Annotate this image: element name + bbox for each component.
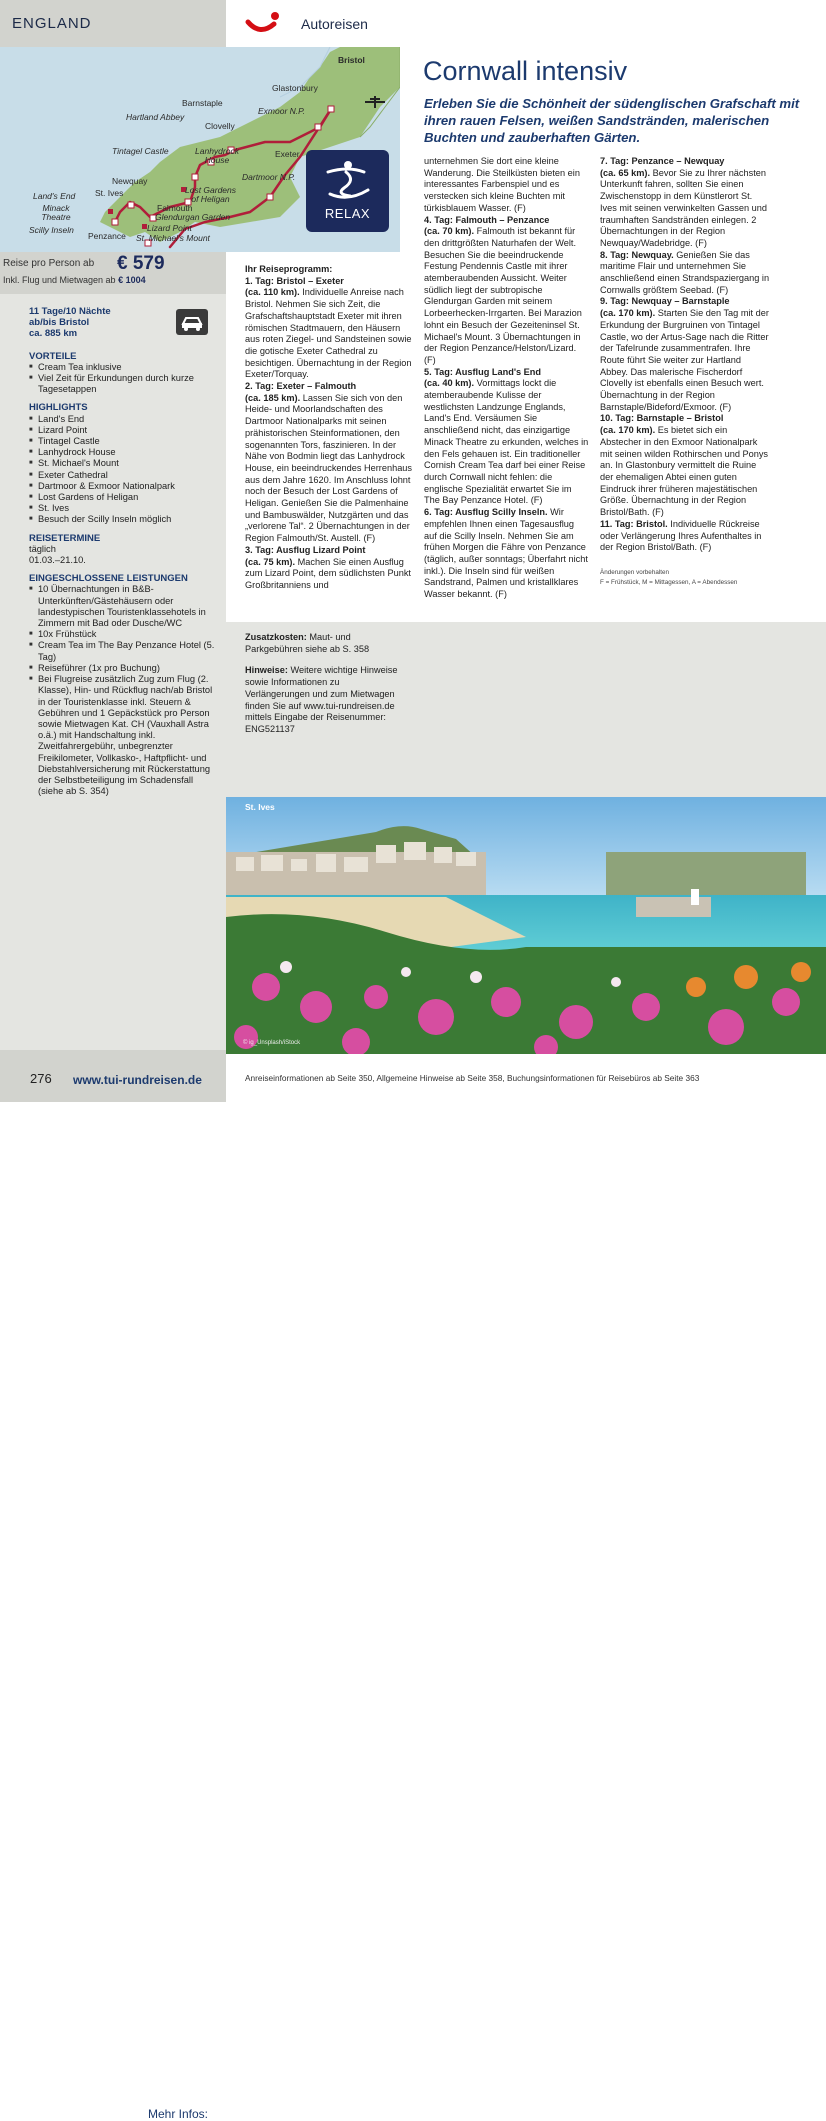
program-day-title: 4. Tag: Falmouth – Penzance bbox=[424, 214, 550, 225]
zusatz-text: Maut- und Parkgebühren siehe ab S. 358 bbox=[245, 632, 370, 654]
list-item: ■ Dartmoor & Exmoor Nationalpark bbox=[29, 481, 219, 492]
list-item: ■ Viel Zeit für Erkundungen durch kurze Tagesetappen bbox=[29, 373, 219, 395]
map-label: Lost Gardens of Heligan bbox=[184, 185, 237, 204]
list-item: ■ Besuch der Scilly Inseln möglich bbox=[29, 514, 219, 525]
leistungen-list bbox=[29, 584, 219, 797]
termine-line2: 01.03.–21.10. bbox=[29, 555, 86, 566]
program-day-km: (ca. 170 km). bbox=[600, 308, 656, 319]
program-day-title: 9. Tag: Newquay – Barnstaple bbox=[600, 296, 730, 307]
zusatz-info bbox=[245, 632, 405, 736]
trip-distance: ca. 885 km bbox=[29, 328, 78, 340]
program-day-text: Starten Sie den Tag mit der Erkundung der Burgruinen von Tintagel Castle, wo der Artus-Sage nach die Ritter der Tafelrunde zusammentrafen. Ihre Route führt Sie weiter zur Hartland Abbey. Das malerische Fischerdorf Clovelly ist ebenfalls einen Besuch wert. Übernachtung in der Region Barnstaple/Bideford/Exmoor. (F) bbox=[600, 308, 769, 412]
list-item: ■ St. Michael's Mount bbox=[29, 458, 219, 469]
relax-label: RELAX bbox=[324, 206, 371, 221]
price-prefix: Reise pro Person ab bbox=[3, 258, 95, 269]
list-item: ■ Exeter Cathedral bbox=[29, 470, 219, 481]
program-day-title: 5. Tag: Ausflug Land's End bbox=[424, 366, 542, 377]
st-ives-photo bbox=[226, 797, 826, 1054]
harbor-image bbox=[226, 797, 826, 1054]
region-bar bbox=[0, 0, 226, 47]
list-item: ■ 10 Übernachtungen in B&B-Unterkünften/Gästehäusern oder landestypischen Touristenklassehotels in Zimmern mit Bad oder Dusche/WC bbox=[29, 584, 219, 629]
page-title: Cornwall intensiv bbox=[423, 56, 628, 86]
map-label: Hartland Abbey bbox=[126, 112, 185, 122]
footer-info: Anreiseinformationen ab Seite 350, Allgemeine Hinweise ab Seite 358, Buchungsinformationen für Reisebüros ab Seite 363 bbox=[245, 1073, 700, 1083]
vorteile-list bbox=[29, 362, 219, 396]
map-label: Tintagel Castle bbox=[112, 146, 169, 156]
list-item: ■ Cream Tea im The Bay Penzance Hotel (5. Tag) bbox=[29, 640, 219, 662]
list-item: ■ 10x Frühstück bbox=[29, 629, 219, 640]
program-day-km: (ca. 170 km). bbox=[600, 425, 656, 436]
map-label: Newquay bbox=[112, 176, 148, 186]
list-item: ■ Lizard Point bbox=[29, 425, 219, 436]
program-day-title: 8. Tag: Newquay. bbox=[600, 249, 674, 260]
program-day-text: unternehmen Sie dort eine kleine Wanderung. Die Steilküsten bieten ein interessantes Farbenspiel und es verstecken sich kleine Buchten mit türkisblauem Wasser. (F) bbox=[424, 156, 580, 213]
list-item: ■ Reiseführer (1x pro Buchung) bbox=[29, 663, 219, 674]
map-label: Barnstaple bbox=[182, 98, 223, 108]
map-label: Lanhydrock House bbox=[195, 146, 239, 165]
price-value: € 579 bbox=[117, 253, 165, 274]
map-label: Glendurgan Garden bbox=[155, 212, 231, 222]
program-legend: F = Frühstück, M = Mittagessen, A = Abendessen bbox=[600, 578, 738, 586]
list-item: ■ Land's End bbox=[29, 414, 219, 425]
list-item: ■ Tintagel Castle bbox=[29, 436, 219, 447]
list-item: ■ Lanhydrock House bbox=[29, 447, 219, 458]
map-label: Glastonbury bbox=[272, 83, 318, 93]
map-label: Penzance bbox=[88, 231, 126, 241]
program-day-text: Wir empfehlen Ihnen einen Tagesausflug auf die Scilly Inseln. Nehmen Sie am frühen Morgen die Fähre von Penzance (täglich, außer sonntags; Überfahrt nicht inkl.). Die Inseln sind für weißen Sandstrand, Palmen und kristallklares Wasser bekannt. (F) bbox=[424, 507, 588, 600]
program-day-text: Individuelle Rückreise oder Verlängerung Ihres Aufenthaltes in der Region Bristol/Bath. (F) bbox=[600, 518, 762, 553]
more-info-label: Mehr Infos: bbox=[147, 2107, 208, 2121]
program-day-text: Individuelle Anreise nach Bristol. Nehmen Sie sich Zeit, die Grafschaftshauptstadt Exeter mit ihren römischen Stadtmauern, den Häusern aus roten Ziegel- und Sandsteinen sowie die gotische Exeter Cathedral zu besichtigen. Übernachtung in der Region Exeter/Torquay. bbox=[245, 287, 412, 380]
price-line2 bbox=[3, 275, 146, 285]
list-item: ■ Cream Tea inklusive bbox=[29, 362, 219, 373]
termine-heading: REISETERMINE bbox=[29, 532, 101, 544]
page-subtitle: Erleben Sie die Schönheit der südenglischen Grafschaft mit ihren rauen Felsen, weißen Sandstränden, malerischen Buchten und zauberhaften Gärten. bbox=[424, 96, 800, 145]
program-day-title: 3. Tag: Ausflug Lizard Point bbox=[245, 544, 366, 555]
program-day-km: (ca. 70 km). bbox=[424, 226, 475, 237]
list-item: ■ St. Ives bbox=[29, 503, 219, 514]
map-label: Dartmoor N.P. bbox=[242, 172, 296, 182]
reise-code: ENG521137 bbox=[245, 723, 295, 734]
price-line2-value: € 1004 bbox=[118, 275, 146, 285]
photo-caption: St. Ives bbox=[245, 802, 275, 812]
program-day-text: Es bietet sich ein Abstecher in den Exmoor Nationalpark mit seinen wilden Rothirschen und Ponys an. In Glastonbury vermittelt die Ruine der ehemaligen Abtei einen guten Eindruck ihrer früheren majestätischen Größe. Übernachtung in der Region Bristol/Bath. (F) bbox=[600, 425, 769, 518]
program-day-text: Genießen Sie das maritime Flair und unternehmen Sie anschließend einen Strandspaziergang in Cornwalls größtem Seebad. (F) bbox=[600, 249, 770, 295]
program-heading: Ihr Reiseprogramm: bbox=[245, 264, 333, 274]
hinweis-text: Weitere wichtige Hinweise sowie Informationen zu Verlängerungen und zum Mietwagen finden Sie auf www.tui-rundreisen.de mittels Eingabe der Reisenummer: bbox=[245, 665, 398, 723]
list-item: ■ Bei Flugreise zusätzlich Zug zum Flug (2. Klasse), Hin- und Rückflug nach/ab Bristol in der Touristenklasse inkl. Steuern & Gebühren und 1 Gepäckstück pro Person sowie Mietwagen Kat. CH (Vauxhall Astra o.ä.) mit Handschaltung inkl. Zweitfahrergebühr, unbegrenzter Freikilometer, Vollkasko-, Haftpflicht- und Diebstahlversicherung mit Rückerstattung der Selbstbeteiligung im Schadensfall (siehe ab S. 354) bbox=[29, 674, 219, 797]
tui-smile-logo bbox=[244, 10, 282, 38]
page-number: 276 bbox=[30, 1071, 52, 1086]
program-column-1 bbox=[245, 264, 413, 592]
photo-credit: © ig_Unsplash/iStock bbox=[243, 1040, 301, 1046]
map-label: St. Ives bbox=[95, 188, 124, 198]
price-box bbox=[0, 252, 226, 294]
program-day-text: Vormittags lockt die atemberaubende Kulisse der westlichsten Landzunge Englands, Land's End. Versäumen Sie anschließend nicht, das einzigartige Minack Theatre zu erkunden, welches in den Fels gehauen ist. Ein traditioneller Cornish Cream Tea darf bei einer Reise durch Cornwall nicht fehlen: die englische Spezialität erwartet Sie im The Bay Penzance Hotel. (F) bbox=[424, 378, 589, 506]
program-day-title: 2. Tag: Exeter – Falmouth bbox=[245, 381, 357, 392]
program-day-text: Bevor Sie zu Ihrer nächsten Unterkunft fahren, sollten Sie einen Zwischenstopp in dem Künstlerort St. Ives mit seinen verwinkelten Gassen und traumhaften Sandstränden einlegen. 2 Übernachtungen in der Region Newquay/Wadebridge. (F) bbox=[600, 167, 767, 248]
map-label: Bristol bbox=[338, 55, 365, 65]
relax-person-icon bbox=[306, 150, 389, 205]
map-label: Exmoor N.P. bbox=[258, 106, 306, 116]
program-column-2 bbox=[424, 156, 589, 601]
zusatz-label: Zusatzkosten: bbox=[245, 632, 307, 642]
map-label: Land's End bbox=[33, 191, 76, 201]
program-day-title: 7. Tag: Penzance – Newquay bbox=[600, 156, 725, 166]
program-day-km: (ca. 65 km). bbox=[600, 167, 651, 178]
top-header bbox=[226, 0, 826, 47]
program-day-title: 10. Tag: Barnstaple – Bristol bbox=[600, 413, 724, 424]
map-label: Scilly Inseln bbox=[29, 225, 74, 235]
map-label: Exeter bbox=[275, 149, 300, 159]
sidebar-info bbox=[29, 306, 219, 797]
website-link[interactable]: www.tui-rundreisen.de bbox=[73, 1073, 202, 1087]
leistungen-heading: EINGESCHLOSSENE LEISTUNGEN bbox=[29, 573, 188, 585]
map-label: St. Michael's Mount bbox=[136, 233, 210, 243]
highlights-list bbox=[29, 414, 219, 526]
list-item: ■ Lost Gardens of Heligan bbox=[29, 492, 219, 503]
program-day-km: (ca. 110 km). bbox=[245, 287, 300, 298]
program-day-km: (ca. 40 km). bbox=[424, 378, 475, 389]
trip-duration: 11 Tage/10 Nächte bbox=[29, 306, 111, 317]
program-day-km: (ca. 75 km). bbox=[245, 556, 296, 567]
vorteile-heading: VORTEILE bbox=[29, 350, 77, 362]
termine-line1: täglich bbox=[29, 543, 56, 554]
map-label: Falmouth bbox=[157, 203, 193, 213]
program-day-text: Falmouth ist bekannt für den drittgrößten Naturhafen der Welt. Besuchen Sie die beeindruckende Festung Pendennis Castle mit ihrer atemberaubenden Aussicht. Weiter südlich liegt der subtropische Glendurgan Garden mit seinem Lorbeerhecken-Irrgarten. Bei Marazion lohnt ein Besuch der Gezeiteninsel St. Michael's Mount. 3 Übernachtungen in der Region Penzance/Helston/Lizard. (F) bbox=[424, 226, 582, 365]
program-day-text: Machen Sie einen Ausflug zum Lizard Point, dem südlichsten Punkt Großbritanniens und bbox=[245, 556, 411, 590]
map-label: Clovelly bbox=[205, 121, 235, 131]
program-note: Änderungen vorbehalten bbox=[600, 568, 669, 576]
price-line2-prefix: Inkl. Flug und Mietwagen ab bbox=[3, 275, 116, 285]
category-label: Autoreisen bbox=[301, 16, 368, 32]
map-label: Minack Theatre bbox=[41, 203, 71, 222]
program-day-title: 11. Tag: Bristol. bbox=[600, 518, 668, 529]
hinweis-label: Hinweise: bbox=[245, 665, 288, 676]
program-day-text: Lassen Sie sich von den Heide- und Moorlandschaften des Dartmoor Nationalparks mit seinen prähistorischen Steinformationen, den sogenannten Tors, faszinieren. In der Nähe von Bodmin liegt das Lanhydrock House, ein beeindruckendes Herrenhaus aus dem Jahre 1620. Im Anschluss lohnt noch der Besuch der Lost Gardens of Heligan. Genießen Sie die Palmenhaine und Bambuswälder, Nutzgärten und das „verlorene Tal“. 2 Übernachtungen in der Region Falmouth/St. Austell. (F) bbox=[245, 392, 413, 544]
region-label: ENGLAND bbox=[12, 15, 92, 32]
trip-route: ab/bis Bristol bbox=[29, 317, 90, 329]
highlights-heading: HIGHLIGHTS bbox=[29, 402, 88, 414]
program-day-title: 1. Tag: Bristol – Exeter bbox=[245, 275, 344, 286]
program-day-title: 6. Tag: Ausflug Scilly Inseln. bbox=[424, 507, 548, 518]
relax-badge bbox=[306, 150, 389, 232]
program-column-3 bbox=[600, 156, 770, 588]
program-day-km: (ca. 185 km). bbox=[245, 392, 301, 403]
map-label: Lizard Point bbox=[147, 223, 192, 233]
